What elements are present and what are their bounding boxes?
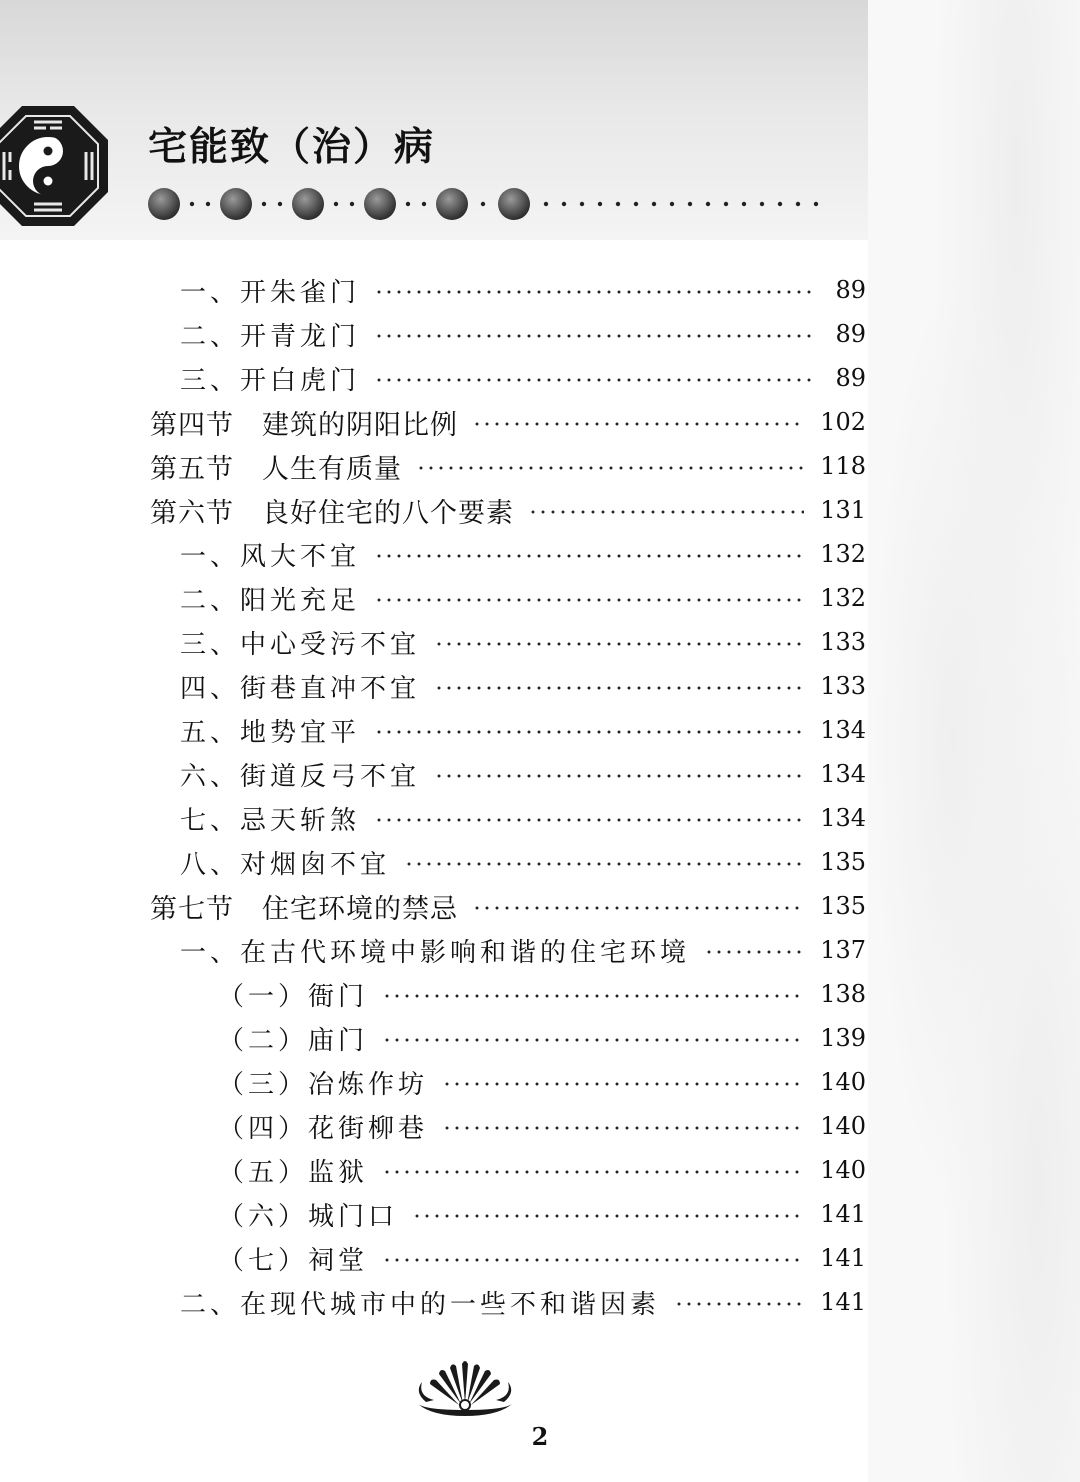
decorative-side-band — [868, 0, 1080, 1482]
dot-leader — [472, 422, 804, 426]
toc-entry-title: 三、中心受污不宜 — [180, 629, 421, 660]
toc-entry[interactable] — [218, 1016, 866, 1060]
toc-entry[interactable] — [150, 400, 866, 444]
toc-entry-title: 三、开白虎门 — [180, 365, 361, 396]
toc-entry-title: （三）冶炼作坊 — [218, 1069, 429, 1100]
dot-leader — [412, 1214, 804, 1218]
toc-entry-page-number: 141 — [820, 1200, 866, 1228]
toc-entry-title: 四、街巷直冲不宜 — [180, 673, 421, 704]
toc-entry-title: 八、对烟囱不宜 — [180, 849, 391, 880]
dot-leader — [382, 994, 804, 998]
toc-entry[interactable] — [180, 840, 866, 884]
toc-entry-title: 二、在现代城市中的一些不和谐因素 — [180, 1289, 661, 1320]
dot-leader — [442, 1082, 804, 1086]
toc-entry-title: （五）监狱 — [218, 1157, 369, 1188]
dot-leader — [434, 774, 804, 778]
dot-leader — [434, 686, 804, 690]
toc-entry-title: （四）花街柳巷 — [218, 1113, 429, 1144]
toc-entry-page-number: 140 — [820, 1068, 866, 1096]
dot-leader — [434, 642, 804, 646]
toc-entry-page-number: 139 — [820, 1024, 866, 1052]
toc-entry-title: 一、开朱雀门 — [180, 277, 361, 308]
dot-leader — [374, 334, 812, 338]
toc-entry-title: 二、开青龙门 — [180, 321, 361, 352]
toc-entry-title: （一）衙门 — [218, 981, 369, 1012]
toc-entry[interactable] — [218, 1060, 866, 1104]
toc-entry[interactable] — [180, 620, 866, 664]
dot-leader — [442, 1126, 804, 1130]
toc-entry[interactable] — [218, 1104, 866, 1148]
toc-entry-page-number: 138 — [820, 980, 866, 1008]
toc-entry-page-number: 141 — [820, 1244, 866, 1272]
toc-entry-page-number: 133 — [820, 672, 866, 700]
page-number: 2 — [531, 1422, 549, 1451]
toc-entry[interactable] — [180, 268, 866, 312]
toc-entry-page-number: 89 — [835, 320, 866, 348]
toc-entry-page-number: 134 — [820, 804, 866, 832]
toc-entry-title: （六）城门口 — [218, 1201, 399, 1232]
dot-leader — [374, 598, 804, 602]
toc-entry-page-number: 102 — [820, 408, 866, 436]
toc-entry-title: 六、街道反弓不宜 — [180, 761, 421, 792]
toc-entry[interactable] — [180, 532, 866, 576]
toc-entry[interactable] — [180, 752, 866, 796]
toc-entry-page-number: 132 — [820, 584, 866, 612]
toc-entry[interactable] — [180, 664, 866, 708]
toc-entry-title: （二）庙门 — [218, 1025, 369, 1056]
toc-entry-page-number: 141 — [820, 1288, 866, 1316]
dot-leader — [416, 466, 804, 470]
toc-entry-page-number: 132 — [820, 540, 866, 568]
toc-entry[interactable] — [218, 1148, 866, 1192]
toc-entry[interactable] — [150, 884, 866, 928]
toc-entry-title: 五、地势宜平 — [180, 717, 361, 748]
toc-entry-title: 七、忌天斩煞 — [180, 805, 361, 836]
toc-entry-page-number: 135 — [820, 848, 866, 876]
toc-entry[interactable] — [218, 972, 866, 1016]
toc-entry-title: 第七节 住宅环境的禁忌 — [150, 893, 458, 925]
dot-leader — [382, 1038, 804, 1042]
dot-leader — [528, 510, 804, 514]
toc-entry[interactable] — [180, 356, 866, 400]
toc-entry-title: 第四节 建筑的阴阳比例 — [150, 409, 458, 441]
dot-leader — [404, 862, 804, 866]
dot-leader — [382, 1258, 804, 1262]
toc-entry-page-number: 137 — [820, 936, 866, 964]
toc-entry-title: 第五节 人生有质量 — [150, 453, 402, 485]
toc-entry-page-number: 140 — [820, 1112, 866, 1140]
dot-leader — [374, 554, 804, 558]
toc-entry-title: 一、在古代环境中影响和谐的住宅环境 — [180, 937, 691, 968]
toc-entry-page-number: 140 — [820, 1156, 866, 1184]
dot-leader — [374, 290, 812, 294]
dot-leader — [374, 818, 804, 822]
toc-entry-page-number: 134 — [820, 760, 866, 788]
toc-entry-title: 二、阳光充足 — [180, 585, 361, 616]
toc-entry-page-number: 134 — [820, 716, 866, 744]
dot-leader — [374, 378, 812, 382]
toc-entry[interactable] — [180, 1280, 866, 1324]
toc-entry-page-number: 118 — [820, 452, 866, 480]
palmette-ornament-icon — [412, 1358, 518, 1418]
dot-leader — [382, 1170, 804, 1174]
toc-entry-title: 第六节 良好住宅的八个要素 — [150, 497, 514, 529]
toc-entry[interactable] — [218, 1236, 866, 1280]
page-title: 宅能致（治）病 — [148, 125, 436, 170]
toc-entry-title: （七）祠堂 — [218, 1245, 369, 1276]
dot-leader — [374, 730, 804, 734]
title-dot-ornament — [144, 186, 844, 222]
toc-entry-page-number: 89 — [835, 276, 866, 304]
dot-leader — [472, 906, 804, 910]
toc-entry[interactable] — [180, 312, 866, 356]
toc-entry[interactable] — [180, 928, 866, 972]
toc-entry[interactable] — [180, 708, 866, 752]
toc-entry[interactable] — [180, 796, 866, 840]
toc-entry-page-number: 133 — [820, 628, 866, 656]
toc-entry-page-number: 89 — [835, 364, 866, 392]
dot-leader — [704, 950, 804, 954]
toc-entry-title: 一、风大不宜 — [180, 541, 361, 572]
toc-entry-page-number: 135 — [820, 892, 866, 920]
dot-leader — [674, 1302, 804, 1306]
toc-entry[interactable] — [150, 488, 866, 532]
bagua-yin-yang-icon — [0, 104, 110, 228]
toc-entry[interactable] — [218, 1192, 866, 1236]
toc-entry[interactable] — [180, 576, 866, 620]
toc-entry-page-number: 131 — [820, 496, 866, 524]
toc-entry[interactable] — [150, 444, 866, 488]
